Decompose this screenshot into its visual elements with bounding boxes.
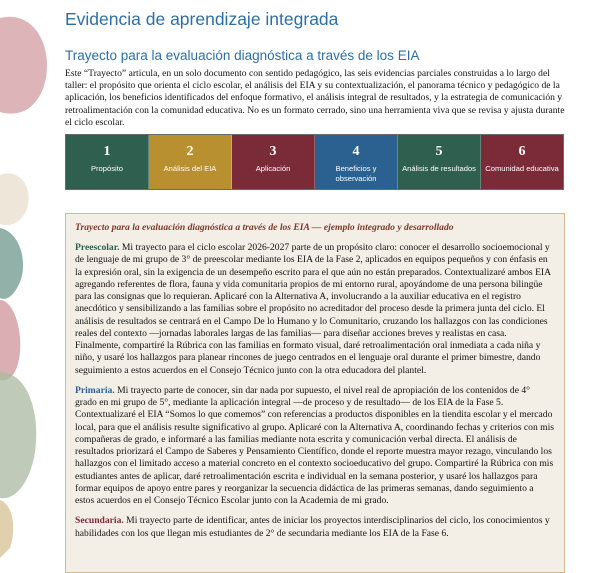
step-aplicacion bbox=[232, 135, 315, 189]
step-comunidad bbox=[481, 135, 563, 189]
step-label: Análisis del EIA bbox=[163, 164, 217, 174]
section-text: Mi trayecto parte de conocer, sin dar nada por supuesto, el nivel real de apropiación de los contenidos de 4° grado en mi grupo de 5°, mediante la aplicación integral —de proceso y de resultado— de los EIA de la Fase 5. Contextualizaré el EIA “Somos lo que comemos” con referencias a productos disponibles en la tiendita escolar y el mercado local, para que el análisis resulte significativo al grupo. Aplicaré con la Alternativa A, coordinando fechas y criterios con mis compañeras de grado, e informaré a las familias mediante nota escrita y comunicación verbal directa. El análisis de resultados priorizará el Campo de Saberes y Pensamiento Científico, donde el reporte muestra mayor rezago, vinculando los hallazgos con el limitado acceso a material concreto en el contexto socioeducativo del grupo. Compartiré la Rúbrica con mis estudiantes antes de aplicar, daré retroalimentación escrita e individual en la semana posterior, y usaré los hallazgos para formar equipos de apoyo entre pares y reorganizar la secuencia didáctica de las primeras semanas, dando seguimiento a estos acuerdos en el Consejo Técnico Escolar junto con la Academia de mi grado. bbox=[75, 384, 554, 507]
page-subtitle: Trayecto para la evaluación diagnóstica a través de los EIA bbox=[65, 48, 420, 63]
step-beneficios bbox=[315, 135, 398, 189]
step-number: 5 bbox=[435, 144, 443, 160]
section-lead: Preescolar. bbox=[75, 242, 120, 254]
page-title: Evidencia de aprendizaje integrada bbox=[65, 9, 339, 29]
example-title: Trayecto para la evaluación diagnóstica a través de los EIA — ejemplo integrado y desarrollado bbox=[75, 222, 454, 234]
step-number: 2 bbox=[186, 144, 194, 160]
section-lead: Secundaria. bbox=[75, 515, 124, 527]
step-label: Análisis de resultados bbox=[402, 164, 476, 174]
step-number: 1 bbox=[103, 144, 111, 160]
step-analisis-resultados bbox=[398, 135, 481, 189]
step-number: 4 bbox=[352, 144, 360, 160]
steps-bar bbox=[65, 134, 564, 190]
step-label: Comunidad educativa bbox=[485, 164, 559, 174]
step-analisis-eia bbox=[149, 135, 232, 189]
step-label: Aplicación bbox=[255, 164, 291, 174]
step-label: Propósito bbox=[90, 164, 124, 174]
example-box bbox=[65, 213, 565, 573]
decorative-shapes bbox=[0, 0, 60, 558]
step-number: 6 bbox=[518, 144, 526, 160]
section-text: Mi trayecto para el ciclo escolar 2026-2027 parte de un propósito claro: conocer el desarrollo socioemocional y de lenguaje de mi grupo de 3° de preescolar mediante los EIA de la Fase 2, aplicados en equipos pequeños y con énfasis en la expresión oral, sin la exigencia de un desempeño escrito para el que aún no están preparados. Contextualizaré ambos EIA agregando referentes de flora, fauna y vida comunitaria propios de mi entorno rural, apoyándome de una persona bilingüe para las consignas que lo requieran. Aplicaré con la Alternativa A, involucrando a la auxiliar educativa en el registro anecdótico y sensibilizando a las familias sobre el propósito no acreditador del proceso desde la primera junta del ciclo. El análisis de resultados se centrará en el Campo De lo Humano y lo Comunitario, cruzando los hallazgos con las condiciones reales del contexto —jornadas laborales largas de las familias— para diseñar acciones breves y realistas en casa. Finalmente, compartiré la Rúbrica con las familias en formato visual, daré retroalimentación oral inmediata a cada niña y niño, y usaré los hallazgos para planear rincones de juego centrados en el lenguaje oral durante el primer bimestre, dando seguimiento a estos acuerdos en el Consejo Técnico junto con la otra educadora del plantel. bbox=[75, 242, 551, 376]
step-proposito bbox=[66, 135, 149, 189]
step-number: 3 bbox=[269, 144, 277, 160]
section-lead: Primaria. bbox=[75, 384, 115, 396]
section-secundaria bbox=[75, 515, 554, 540]
section-text: Mi trayecto parte de identificar, antes de iniciar los proyectos interdisciplinarios del ciclo, los conocimientos y habilidades con los que llegan mis estudiantes de 2° de secundaria mediante los EIA de la Fase 6. bbox=[75, 515, 550, 539]
document-body bbox=[65, 0, 565, 573]
intro-paragraph: Este “Trayecto” articula, en un solo documento con sentido pedagógico, las seis evidencias parciales construidas a lo largo del taller: el propósito que orienta el ciclo escolar, el análisis del EIA y su contextualización, el panorama técnico y pedagógico de la aplicación, los beneficios identificados del enfoque formativo, el análisis integral de resultados, y la estrategia de comunicación y retroalimentación con la comunidad educativa. No es un formato cerrado, sino una herramienta viva que se revisa y ajusta durante el ciclo escolar. bbox=[65, 68, 565, 128]
section-preescolar bbox=[75, 242, 554, 377]
section-primaria bbox=[75, 385, 554, 508]
step-label: Beneficios y observación bbox=[335, 164, 377, 184]
